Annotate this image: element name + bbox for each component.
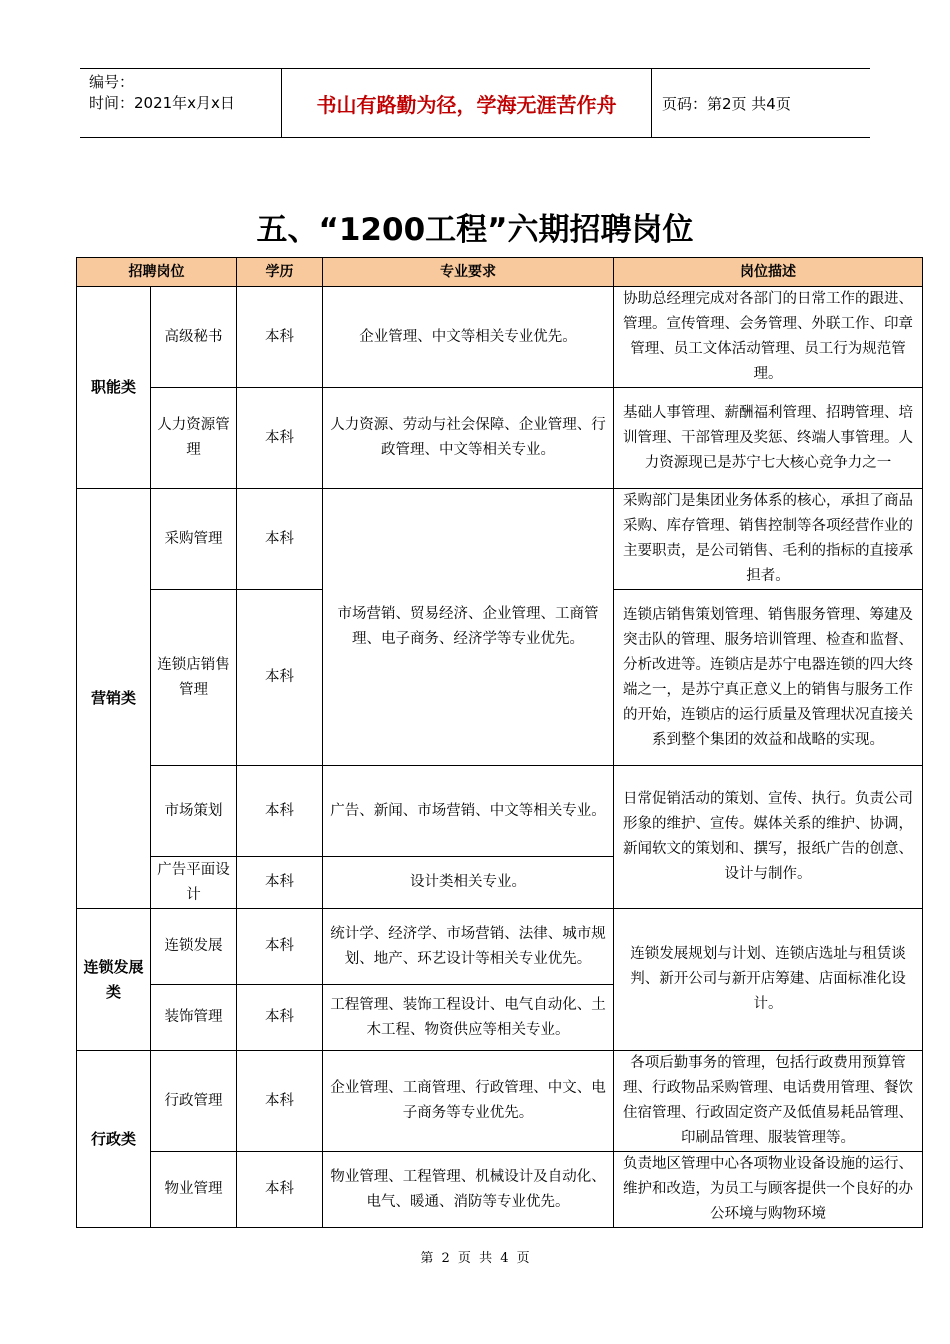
header-meta: [80, 69, 281, 137]
major-cell: 企业管理、工商管理、行政管理、中文、电子商务等专业优先。: [323, 1051, 614, 1152]
category-cell: 职能类: [77, 287, 151, 489]
position-cell: 人力资源管理: [151, 388, 237, 489]
footer-page-number: 2: [441, 1251, 450, 1266]
col-header-position: 招聘岗位: [77, 258, 237, 287]
table-row: [77, 909, 923, 985]
education-cell: 本科: [237, 489, 323, 590]
page-title: 五、“1200工程”六期招聘岗位: [256, 212, 694, 248]
education-cell: 本科: [237, 909, 323, 985]
major-cell: 市场营销、贸易经济、企业管理、工商管理、电子商务、经济学等专业优先。: [323, 489, 614, 766]
col-header-major: 专业要求: [323, 258, 614, 287]
education-cell: 本科: [237, 1051, 323, 1152]
footer-text: 第: [420, 1251, 434, 1266]
header-code: 编号：: [89, 73, 135, 91]
major-cell: 工程管理、装饰工程设计、电气自动化、土木工程、物资供应等相关专业。: [323, 985, 614, 1051]
description-cell: 基础人事管理、薪酬福利管理、招聘管理、培训管理、干部管理及奖惩、终端人事管理。人力资源现已是苏宁七大核心竞争力之一: [614, 388, 923, 489]
description-cell: 协助总经理完成对各部门的日常工作的跟进、管理。宣传管理、会务管理、外联工作、印章管理、员工文体活动管理、员工行为规范管理。: [614, 287, 923, 388]
table-row: [77, 489, 923, 590]
footer-text: 共: [479, 1251, 493, 1266]
education-cell: 本科: [237, 287, 323, 388]
major-cell: 统计学、经济学、市场营销、法律、城市规划、地产、环艺设计等相关专业优先。: [323, 909, 614, 985]
position-cell: 行政管理: [151, 1051, 237, 1152]
table-header-row: [77, 258, 923, 287]
col-header-description: 岗位描述: [614, 258, 923, 287]
header-motto: 书山有路勤为径，学海无涯苦作舟: [281, 69, 652, 137]
education-cell: 本科: [237, 1152, 323, 1228]
major-cell: 物业管理、工程管理、机械设计及自动化、电气、暖通、消防等专业优先。: [323, 1152, 614, 1228]
footer-page-total: 4: [500, 1251, 509, 1266]
header-time: 时间：2021年x月x日: [89, 94, 235, 112]
major-cell: 广告、新闻、市场营销、中文等相关专业。: [323, 766, 614, 857]
description-cell: 连锁店销售策划管理、销售服务管理、筹建及突击队的管理、服务培训管理、检查和监督、分析改进等。连锁店是苏宁电器连锁的四大终端之一，是苏宁真正意义上的销售与服务工作的开始，连锁店的运行质量及管理状况直接关系到整个集团的效益和战略的实现。: [614, 590, 923, 766]
footer-text: 页: [457, 1251, 471, 1266]
header-page: 页码：第2页 共4页: [662, 94, 791, 113]
position-cell: 高级秘书: [151, 287, 237, 388]
category-cell: 营销类: [77, 489, 151, 909]
position-cell: 连锁店销售管理: [151, 590, 237, 766]
position-cell: 装饰管理: [151, 985, 237, 1051]
page-footer: [0, 1247, 950, 1266]
position-cell: 采购管理: [151, 489, 237, 590]
description-cell: 日常促销活动的策划、宣传、执行。负责公司形象的维护、宣传。媒体关系的维护、协调，新闻软文的策划和、撰写，报纸广告的创意、设计与制作。: [614, 766, 923, 909]
position-cell: 物业管理: [151, 1152, 237, 1228]
description-cell: 连锁发展规划与计划、连锁店选址与租赁谈判、新开公司与新开店筹建、店面标准化设计。: [614, 909, 923, 1051]
position-cell: 广告平面设计: [151, 857, 237, 909]
category-cell: 连锁发展类: [77, 909, 151, 1051]
major-cell: 人力资源、劳动与社会保障、企业管理、行政管理、中文等相关专业。: [323, 388, 614, 489]
recruitment-table: [76, 257, 923, 1228]
education-cell: 本科: [237, 388, 323, 489]
position-cell: 连锁发展: [151, 909, 237, 985]
position-cell: 市场策划: [151, 766, 237, 857]
description-cell: 负责地区管理中心各项物业设备设施的运行、维护和改造，为员工与顾客提供一个良好的办公环境与购物环境: [614, 1152, 923, 1228]
table-row: [77, 766, 923, 857]
major-cell: 企业管理、中文等相关专业优先。: [323, 287, 614, 388]
table-row: [77, 287, 923, 388]
description-cell: 各项后勤事务的管理，包括行政费用预算管理、行政物品采购管理、电话费用管理、餐饮住宿管理、行政固定资产及低值易耗品管理、印刷品管理、服装管理等。: [614, 1051, 923, 1152]
footer-text: 页: [516, 1251, 530, 1266]
table-row: [77, 388, 923, 489]
education-cell: 本科: [237, 590, 323, 766]
category-cell: 行政类: [77, 1051, 151, 1228]
table-row: [77, 1152, 923, 1228]
education-cell: 本科: [237, 857, 323, 909]
description-cell: 采购部门是集团业务体系的核心，承担了商品采购、库存管理、销售控制等各项经营作业的主要职责，是公司销售、毛利的指标的直接承担者。: [614, 489, 923, 590]
page-header: [80, 68, 870, 138]
table-row: [77, 1051, 923, 1152]
education-cell: 本科: [237, 766, 323, 857]
major-cell: 设计类相关专业。: [323, 857, 614, 909]
education-cell: 本科: [237, 985, 323, 1051]
col-header-education: 学历: [237, 258, 323, 287]
